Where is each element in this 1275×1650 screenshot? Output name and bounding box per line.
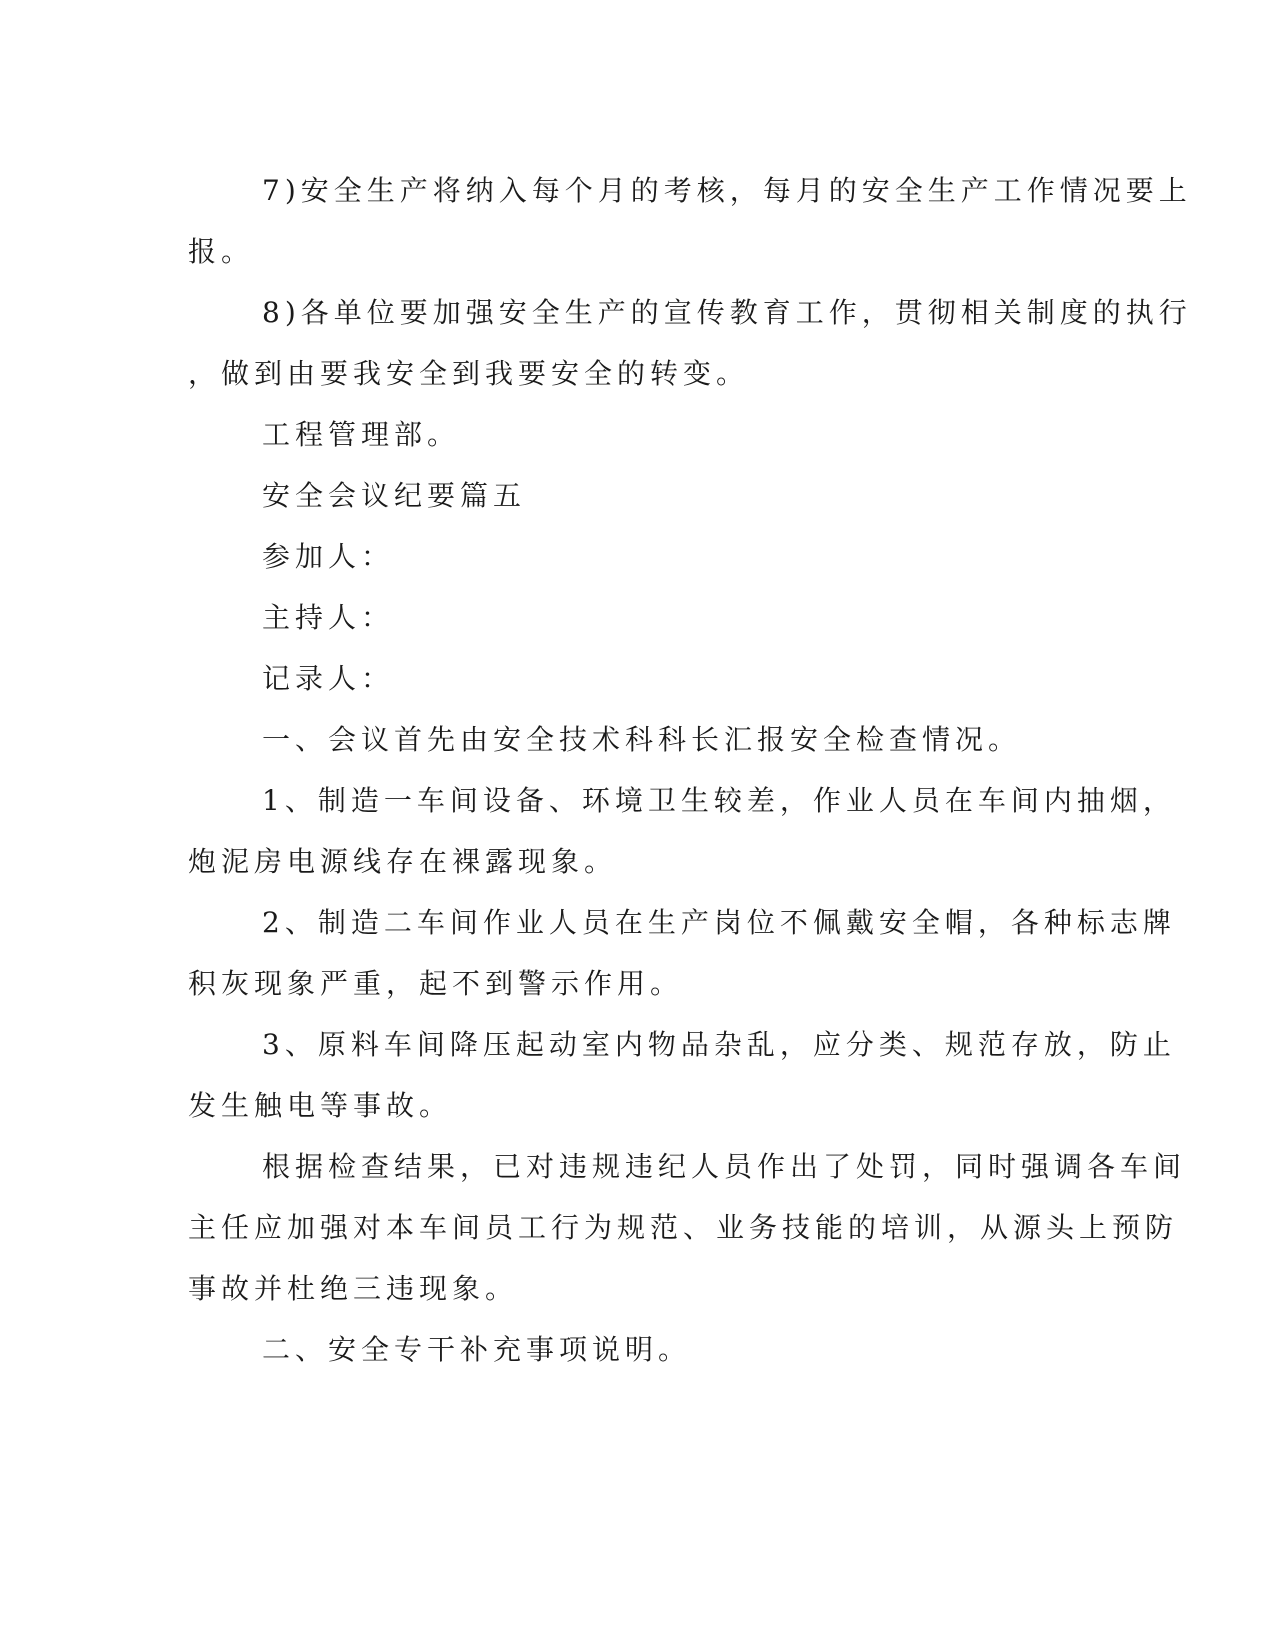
text-line: 记录人： [262,662,395,695]
text-line: 3、原料车间降压起动室内物品杂乱，应分类、规范存放，防止 [262,1028,1176,1061]
text-line: 事故并杜绝三违现象。 [188,1272,519,1305]
text-line: 发生触电等事故。 [188,1089,453,1122]
text-line: 安全会议纪要篇五 [262,479,527,512]
text-line: 2、制造二车间作业人员在生产岗位不佩戴安全帽，各种标志牌 [262,906,1176,939]
text-line: 一、会议首先由安全技术科科长汇报安全检查情况。 [262,723,1022,756]
paragraph-item-8 [188,282,1192,404]
text-line: 7)安全生产将纳入每个月的考核，每月的安全生产工作情况要上 [262,174,1192,207]
text-line: 参加人： [262,540,395,573]
inspection-item-1 [188,770,1176,892]
text-line: 主任应加强对本车间员工行为规范、业务技能的培训，从源头上预防 [188,1211,1179,1244]
text-line: 根据检查结果，已对违规违纪人员作出了处罚，同时强调各车间 [262,1150,1187,1183]
text-line: 报。 [188,235,255,268]
document-body [188,160,1192,1380]
section-title [188,465,1068,526]
text-line: 1、制造一车间设备、环境卫生较差，作业人员在车间内抽烟， [262,784,1176,817]
host-label [188,587,1068,648]
inspection-conclusion [188,1136,1187,1319]
section-heading-two [188,1319,1068,1380]
section-heading-one [188,709,1068,770]
inspection-item-3 [188,1014,1176,1136]
text-line: 积灰现象严重，起不到警示作用。 [188,967,684,1000]
participants-label [188,526,1068,587]
text-line: 二、安全专干补充事项说明。 [262,1333,692,1366]
text-line: 8)各单位要加强安全生产的宣传教育工作，贯彻相关制度的执行 [262,296,1192,329]
inspection-item-2 [188,892,1176,1014]
text-line: 炮泥房电源线存在裸露现象。 [188,845,618,878]
recorder-label [188,648,1068,709]
text-line: ，做到由要我安全到我要安全的转变。 [188,357,750,390]
text-line: 主持人： [262,601,395,634]
text-line: 工程管理部。 [262,418,461,451]
paragraph-item-7 [188,160,1192,282]
department-signature [188,404,1068,465]
